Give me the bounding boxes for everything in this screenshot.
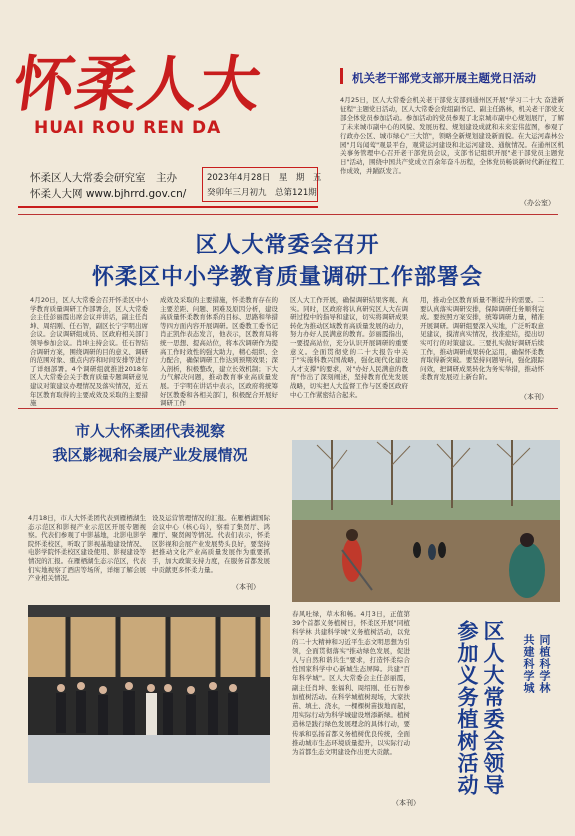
main-article-col4: 用，推动全区教育质量不断提升的需要。二要认真落实调研安排，保障调研任务顺利完成。要按照方案安排，统筹调研力量，精准开展调研。调研组要深入实地，广泛听取意见建议，摸清真实情况，找准症结，提出切实可行的对策建议。三要扎实做好调研后续工作，推动调研成果转化运用，确保怀柔教育取得新突破。要坚持问题导向，强化跟踪问效，把调研成果转化为务实举措，推动怀柔教育发展迈上新台阶。 <box>420 296 544 382</box>
masthead-logo-text: 怀柔人大 <box>9 50 267 120</box>
top-article-body: 4月25日，区人大常委会机关老干部党支部到通州区开展"学习二十大 奋进新征程"主题党日活动，区人大常委会党组副书记、副主任路林，机关老干部党支部全体党员参加活动。参加活动的党员参观了北京城市副中心规划展厅，了解了未来城市副中心的风貌、发展历程、规划建设成就和未来宏伟蓝图，参观了行政办公区、城市绿心"三大馆"，领略全新规划建设新面貌。在大运河森林公园"月岛闻莺"观景平台，观赏运河建设和北运河建设、通航情况。在通州区机关事务管理中心召开老干部党员会议，支部书记组织开展"老干部党员主题党日"活动，围绕中国共产党成立百余年奋斗历程，全体党员畅谈新时代新征程工作成效，并踊跃发言。 <box>340 96 564 176</box>
website-line: 怀柔人大网 www.bjhrrd.gov.cn/ <box>30 188 187 200</box>
tree-headline-vertical-1: 区人大常委会领导 <box>481 620 505 796</box>
film-article-source: （本刊） <box>232 583 260 591</box>
main-headline-line1: 区人大常委会召开 <box>195 233 380 258</box>
masthead-pinyin: HUAI ROU REN DA <box>34 118 222 138</box>
tree-headline-vertical-2: 参加义务植树活动 <box>455 620 479 796</box>
film-visit-photo <box>28 605 270 783</box>
issue-lunar-date: 癸卯年三月初九 总第121期 <box>207 188 317 198</box>
film-article-col1: 4月18日，市人大怀柔团代表到雁栖湖生态示范区和影视产业示范区开展专题视察。代表们参观了中影基地，北影电影学院怀柔校区，听取了影视基地建设情况、电影学院怀柔校区建设使用、影视建设等情况的汇报。在雁栖湖生态示范区，代表们实地视察了酒店等场所，详细了解会展产业相关情况。 <box>28 514 146 583</box>
headline-marker <box>340 68 343 84</box>
main-headline-line2: 怀柔区中小学教育质量调研工作部署会 <box>91 265 483 290</box>
main-article-source: （本刊） <box>520 393 548 401</box>
tree-article-body: 春风吐绿，草木和畅。4月3日，正值第39个首都义务植树日，怀柔区开展"同植科学林 共建科学城"义务植树活动，以党的二十大精神和习近平生态文明思想为引领，全面贯彻落实"推动绿色发展，促进人与自然和谐共生"要求，打造怀柔综合性国家科学中心新城生态屏障。共建"百年科学城"。区人大常委会主任彭丽霞，副主任肖坤、张福利、周绍刚、任石智参加植树活动。在科学城植树现场，大家扶苗、填土、浇水，一棵棵树苗拔地而起，用实际行动为科学城建设增添新绿。植树造林是践行绿色发展理念的具体行动，要传承和弘扬首都义务植树优良传统，全面推动城市生态环境质量提升，以实际行动为首都生态文明建设作出更大贡献。 <box>292 610 410 757</box>
masthead-rule <box>18 206 318 208</box>
tree-planting-photo <box>292 440 560 602</box>
main-article-col3: 区人大工作开展，确保调研结果客观、真实。同时，区政府将认真研究区人大在调研过程中的指导和建议，切实将调研成果转化为推动区域教育高质量发展的动力，努力办好人民满意的教育。彭丽霞指出，一要提高站位，充分认识开展调研的重要意义。全面贯彻党的二十大报告中关于"实施科教兴国战略，强化现代化建设人才支撑"的要求，对"办好人民满意的教育"作出了深刻阐述，坚持教育优先发展战略，切实把人大监督工作与区委区政府中心工作紧密结合起来。 <box>290 296 408 399</box>
issue-date-box <box>202 167 322 202</box>
tree-side-caption-1: 同植科学林 <box>538 634 551 694</box>
tree-side-caption-2: 共建科学城 <box>522 634 535 694</box>
film-headline-line2: 我区影视和会展产业发展情况 <box>52 446 248 464</box>
publisher-line: 怀柔区人大常委会研究室 主办 <box>30 172 177 184</box>
main-article-col2: 成效及采取的主要措施，怀柔教育存在的主要差距、问题、困难及原因分析，建设高质量怀柔教育体系的目标、思路和举措等四方面内容开展调研。区委教工委书记肖正凯作表态发言，他表示，区教育局将统一思想、提高站位，将本次调研作为提高工作时效性的强大助力，精心组织、全力配合，确保调研工作达到预期效果；深入剖析，积极整改，建立长效机制；下大力气解决问题，推动教育事业高质量发展。于宇明在讲话中表示，区政府将统筹好区教委和各相关部门，积极配合开展好调研工作 <box>160 296 278 408</box>
issue-date: 2023年4月28日 星 期 五 <box>207 173 322 183</box>
film-article-col2: 设及运营管理情况的汇报。在雁栖湖国际会议中心（核心岛），察看了集贤厅、鸿雁厅、聚贤阁等情况。代表们表示，怀柔区影视和会展产业发展势头良好，要坚持把推动文化产业高质量发展作为重要抓手，加大政策支持力度，在服务首都发展中贡献更多怀柔力量。 <box>152 514 270 574</box>
main-article-col1: 4月20日，区人大常委会召开怀柔区中小学教育质量调研工作部署会，区人大常委会主任彭丽霞出席会议并讲话，副主任肖坤、周绍刚、任石智，副区长宁宇明出席会议。会议调研组成员、区政府相关部门领导参加会议。肖坤主持会议。任石智结合调研方案，围绕调研的目的意义、调研的范围对象、重点内容和时间安排等进行了详细部署。4个调研组就推进2018年区人大常委会关于教育质量专题调研意见建议对策建议办理情况及落实情况，近五年区教育取得的主要成效及采取的主要措施 <box>30 296 148 408</box>
top-article-headline: 机关老干部党支部开展主题党日活动 <box>352 71 536 85</box>
top-article-source: （办公室） <box>520 199 555 207</box>
section-divider <box>18 214 558 215</box>
film-headline-line1: 市人大怀柔团代表视察 <box>74 422 225 440</box>
tree-article-source: （本刊） <box>392 799 420 807</box>
section-divider <box>18 408 558 409</box>
